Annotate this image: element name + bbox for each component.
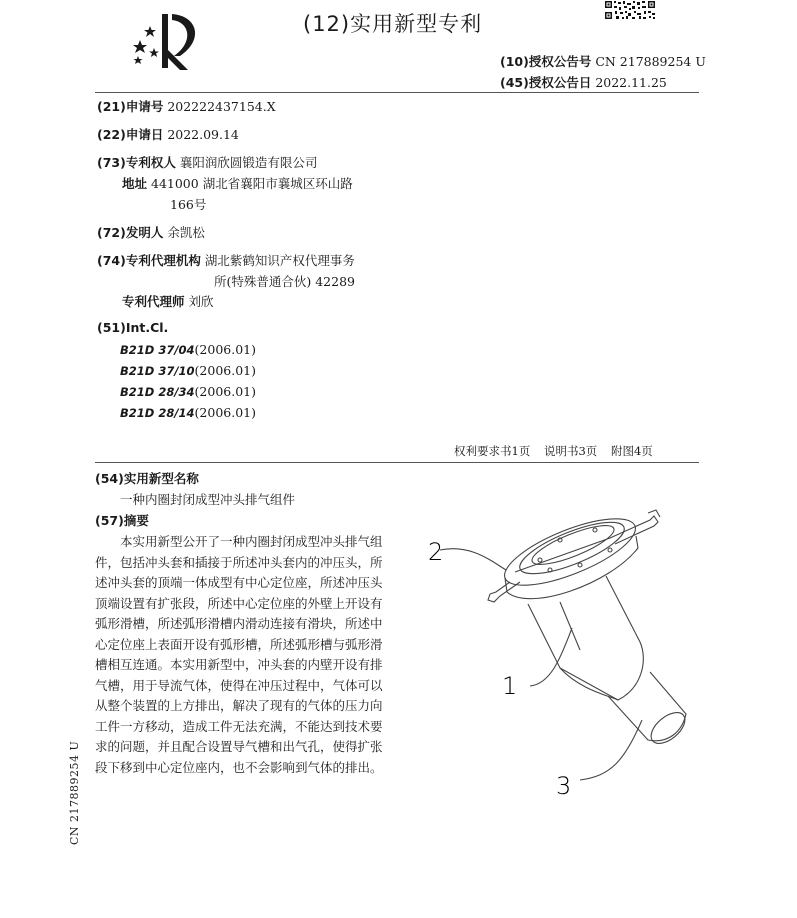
agent — [122, 292, 214, 310]
agent-label: 专利代理师 — [122, 294, 185, 309]
application-number — [97, 97, 276, 115]
intcl-label-text: (51)Int.Cl. — [97, 320, 169, 335]
qr-code — [604, 0, 656, 20]
patent-figure — [410, 500, 700, 810]
agency — [97, 251, 355, 269]
intcl-code: B21D 28/14 — [120, 406, 195, 420]
address-label: 地址 — [122, 176, 148, 191]
address-line-2: 166号 — [170, 197, 207, 212]
intcl-label — [97, 320, 168, 335]
patent-holder-label: (73)专利权人 — [97, 155, 176, 170]
abstract-label: (57)摘要 — [95, 513, 149, 528]
header-divider — [95, 92, 699, 93]
intcl-version: (2006.01) — [194, 342, 256, 357]
intcl-item — [120, 405, 256, 420]
intcl-code: B21D 37/10 — [120, 364, 195, 378]
intcl-item — [120, 363, 256, 378]
publication-number-label: (10)授权公告号 — [500, 54, 592, 69]
inventor — [97, 223, 205, 241]
abstract-body: 本实用新型公开了一种内圈封闭成型冲头排气组件，包括冲头套和插接于所述冲头套内的冲压头，所述冲头套的顶端一体成型有中心定位座，所述冲压头顶端设置有扩张段，所述中心定位座的外壁上开设有弧形滑槽，所述弧形滑槽内滑动连接有滑块，所述中心定位座上表面开设有弧形槽，所述弧形槽与弧形滑槽相互连通。本实用新型中，冲头套的内壁开设有排气槽，用于导流气体，使得在冲压过程中，气体可以从整个装置的上方排出，解决了现有的气体的压力向工件一方移动，造成工件无法充满，不能达到技术要求的问题，并且配合设置导气槽和出气孔，使得扩张段下移到中心定位座内，也不会影响到气体的排出。 — [95, 534, 383, 775]
figure-label-3: 3 — [556, 772, 572, 800]
section-divider — [95, 462, 699, 463]
publication-date — [500, 73, 667, 91]
model-name-heading — [95, 469, 199, 487]
application-date — [97, 125, 239, 143]
application-number-value: 202222437154.X — [167, 99, 276, 114]
model-name-label: (54)实用新型名称 — [95, 471, 199, 486]
publication-number-value: CN 217889254 U — [595, 54, 706, 69]
intcl-version: (2006.01) — [194, 363, 256, 378]
intcl-version: (2006.01) — [194, 405, 256, 420]
figure-label-1: 1 — [502, 672, 518, 700]
abstract-heading — [95, 511, 149, 529]
publication-date-value: 2022.11.25 — [595, 75, 667, 90]
agency-label: (74)专利代理机构 — [97, 253, 201, 268]
document-title: (12)实用新型专利 — [303, 12, 483, 36]
intcl-item — [120, 384, 256, 399]
address-line-1: 441000 湖北省襄阳市襄城区环山路 — [151, 176, 353, 191]
agency-line-2: 所(特殊普通合伙) 42289 — [214, 274, 355, 289]
cnipa-logo — [128, 10, 208, 72]
publication-date-label: (45)授权公告日 — [500, 75, 592, 90]
address — [122, 174, 353, 192]
patent-holder-value: 襄阳润欣圆锻造有限公司 — [179, 155, 318, 170]
patent-holder — [97, 153, 317, 171]
abstract-text — [95, 532, 385, 778]
agency-line-1: 湖北紫鹤知识产权代理事务 — [204, 253, 355, 268]
application-date-label: (22)申请日 — [97, 127, 164, 142]
intcl-version: (2006.01) — [194, 384, 256, 399]
publication-number — [500, 52, 706, 70]
side-patent-code: CN 217889254 U — [68, 740, 81, 845]
intcl-code: B21D 28/34 — [120, 385, 195, 399]
intcl-item — [120, 342, 256, 357]
intcl-code: B21D 37/04 — [120, 343, 195, 357]
figure-label-2: 2 — [428, 538, 444, 566]
inventor-label: (72)发明人 — [97, 225, 164, 240]
agent-value: 刘欣 — [188, 294, 214, 309]
page-count-info: 权利要求书1页 说明书3页 附图4页 — [454, 444, 653, 458]
application-number-label: (21)申请号 — [97, 99, 164, 114]
inventor-value: 余凯松 — [167, 225, 205, 240]
application-date-value: 2022.09.14 — [167, 127, 239, 142]
model-name: 一种内圈封闭成型冲头排气组件 — [120, 492, 296, 507]
